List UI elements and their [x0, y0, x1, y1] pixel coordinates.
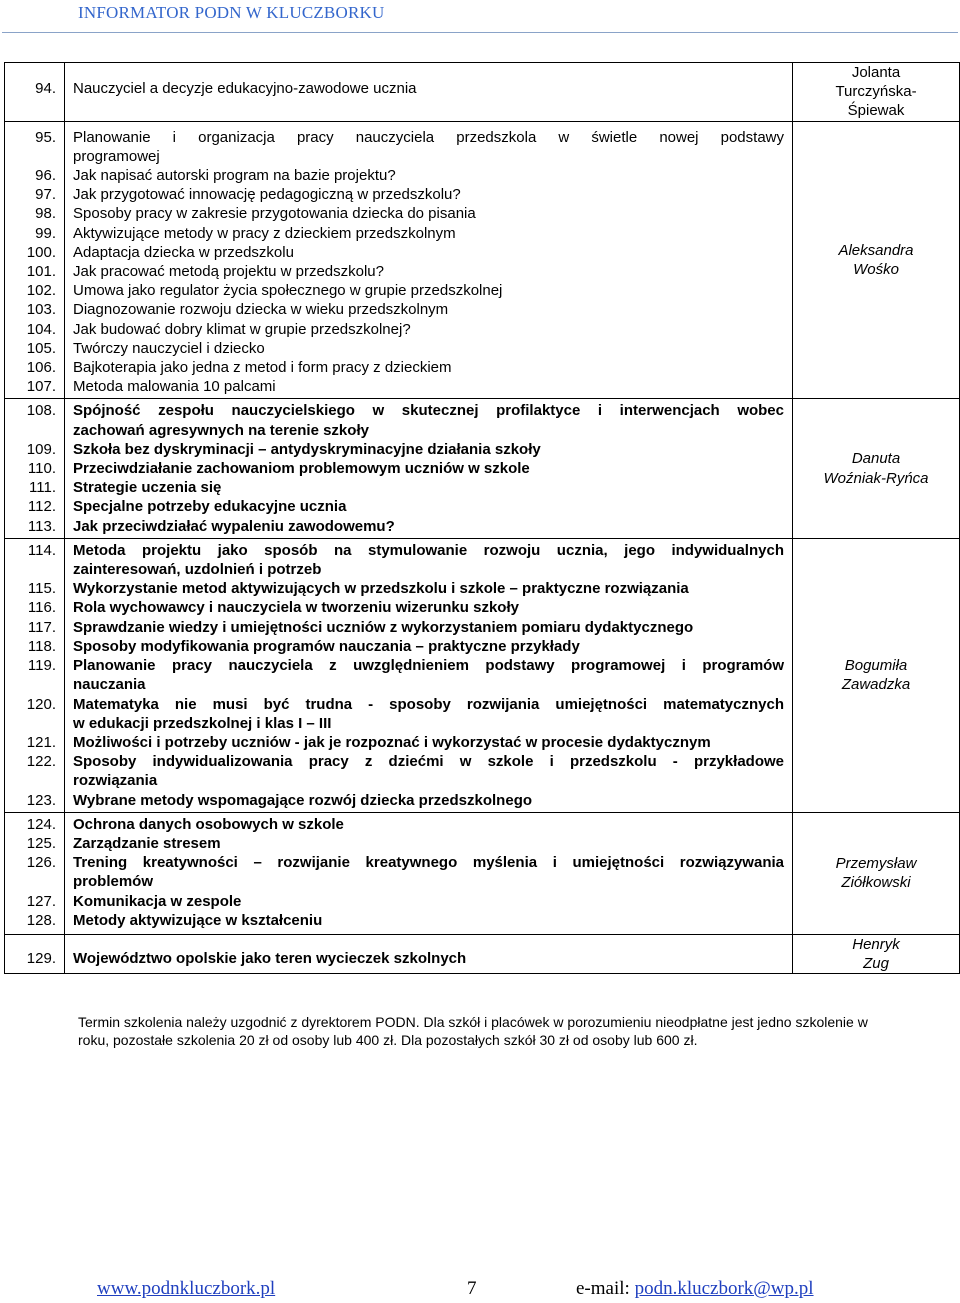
course-title-line: Rola wychowawcy i nauczyciela w tworzeniu wizerunku szkoły	[73, 599, 519, 617]
course-number: 129.	[26, 949, 56, 967]
course-title-line: Twórczy nauczyciel i dziecko	[73, 339, 265, 357]
course-group	[5, 538, 960, 812]
lecturer-name: Ziółkowski	[841, 874, 911, 892]
course-title-line: Sposoby pracy w zakresie przygotowania dziecka do pisania	[73, 205, 476, 223]
course-title-line: Województwo opolskie jako teren wycieczek szkolnych	[73, 949, 467, 967]
course-number: 100.	[26, 243, 56, 261]
course-number: 118.	[27, 637, 56, 655]
course-title-line: Adaptacja dziecka w przedszkolu	[73, 243, 294, 261]
lecturer-cell	[793, 538, 960, 812]
course-number-spacer	[5, 147, 56, 166]
course-title-line: Ochrona danych osobowych w szkole	[73, 815, 344, 833]
course-topics	[65, 934, 793, 973]
course-group	[5, 63, 960, 122]
course-title-line: zachowań agresywnych na terenie szkoły	[73, 421, 369, 439]
course-group	[5, 121, 960, 399]
course-title-line: Matematyka nie musi być trudna - sposoby rozwijania umiejętności matematycznych	[73, 695, 784, 713]
course-title-line: Sposoby modyfikowania programów nauczania – praktyczne przykłady	[73, 637, 580, 655]
course-numbers	[5, 399, 65, 538]
page-number: 7	[467, 1278, 477, 1299]
lecturer-name: Jolanta	[851, 64, 901, 81]
course-numbers	[5, 121, 65, 399]
course-number: 110.	[27, 460, 56, 478]
course-number-spacer	[5, 771, 56, 790]
course-title-line: w edukacji przedszkolnej i klas I – III	[73, 714, 332, 732]
course-title-line: Jak napisać autorski program na bazie projektu?	[73, 167, 396, 185]
course-title-line: Szkoła bez dyskryminacji – antydyskryminacyjne działania szkoły	[73, 440, 541, 458]
lecturer-name: Bogumiła	[844, 657, 908, 675]
course-title-line: Zarządzanie stresem	[73, 834, 221, 852]
lecturer-name: Śpiewak	[847, 102, 905, 120]
course-number: 124.	[26, 815, 56, 833]
course-number: 112.	[27, 498, 56, 516]
course-title-line: Umowa jako regulator życia społecznego w grupie przedszkolnej	[73, 282, 503, 300]
course-group	[5, 399, 960, 538]
course-title-line: Metoda projektu jako sposób na stymulowanie rozwoju ucznia, jego indywidualnych	[73, 541, 784, 559]
lecturer-name: Danuta	[851, 450, 901, 468]
course-number-spacer	[5, 421, 56, 440]
course-number: 116.	[27, 599, 56, 617]
course-number: 121.	[26, 733, 56, 751]
course-number: 108.	[26, 402, 56, 420]
course-number: 101.	[26, 263, 56, 281]
lecturer-cell	[793, 121, 960, 399]
email-link[interactable]: podn.kluczbork@wp.pl	[634, 1278, 814, 1299]
lecturer-name: Henryk	[852, 935, 900, 953]
course-number: 125.	[26, 834, 56, 852]
lecturer-name: Aleksandra	[838, 241, 914, 259]
lecturer-name: Przemysław	[835, 855, 917, 873]
header-divider	[2, 32, 958, 33]
course-number: 117.	[27, 618, 56, 636]
course-number: 99.	[35, 224, 56, 242]
course-group	[5, 812, 960, 934]
course-title-line: Trening kreatywności – rozwijanie kreatywnego myślenia i umiejętności rozwiązywania	[73, 854, 784, 872]
course-title-line: Przeciwdziałanie zachowaniom problemowym uczniów w szkole	[73, 460, 530, 478]
course-numbers	[5, 538, 65, 812]
course-numbers	[5, 63, 65, 122]
course-title-line: Sposoby indywidualizowania pracy z dziećmi w szkole i przedszkolu - przykładowe	[73, 753, 784, 771]
course-topics	[65, 812, 793, 934]
course-number: 122.	[26, 753, 56, 771]
lecturer-name: Turczyńska-	[835, 83, 917, 101]
course-number: 126.	[26, 854, 56, 872]
course-title-line: Jak przygotować innowację pedagogiczną w przedszkolu?	[73, 186, 461, 204]
email-block	[576, 1278, 814, 1300]
course-title-line: Jak przeciwdziałać wypaleniu zawodowemu?	[73, 517, 395, 535]
lecturer-cell	[793, 812, 960, 934]
course-title-line: Metody aktywizujące w kształceniu	[73, 911, 323, 929]
lecturer-name: Zawadzka	[841, 676, 911, 694]
course-title-line: Bajkoterapia jako jedna z metod i form pracy z dzieckiem	[73, 359, 452, 377]
course-number-spacer	[5, 560, 56, 579]
course-title-line: Planowanie i organizacja pracy nauczyciela przedszkola w świetle nowej podstawy	[73, 128, 784, 146]
course-number: 109.	[26, 440, 56, 458]
course-number: 127.	[26, 892, 56, 910]
lecturer-name: Woźniak-Ryńca	[823, 469, 929, 487]
course-topics	[65, 63, 793, 122]
course-title-line: Spójność zespołu nauczycielskiego w skutecznej profilaktyce i interwencjach wobec	[73, 402, 784, 420]
course-title-line: Strategie uczenia się	[73, 479, 222, 497]
course-number: 98.	[35, 205, 56, 223]
course-group	[5, 934, 960, 973]
course-topics	[65, 121, 793, 399]
course-title-line: Jak budować dobry klimat w grupie przedszkolnej?	[73, 320, 411, 338]
course-number-spacer	[5, 714, 56, 733]
course-title-line: Planowanie pracy nauczyciela z uwzględnieniem podstawy programowej i programów	[73, 657, 784, 675]
course-title-line: Wybrane metody wspomagające rozwój dziecka przedszkolnego	[73, 791, 533, 809]
course-title-line: Metoda malowania 10 palcami	[73, 378, 276, 396]
course-number: 102.	[26, 282, 56, 300]
course-title-line: rozwiązania	[73, 772, 158, 790]
lecturer-cell	[793, 63, 960, 122]
website-link[interactable]: www.podnkluczbork.pl	[97, 1278, 276, 1299]
course-number: 119.	[27, 657, 56, 675]
header-title: INFORMATOR PODN W KLUCZBORKU	[78, 3, 385, 22]
course-title-line: Sprawdzanie wiedzy i umiejętności uczniów z wykorzystaniem pomiaru dydaktycznego	[73, 618, 694, 636]
course-number: 113.	[27, 517, 56, 535]
course-number: 95.	[35, 128, 56, 146]
course-number: 111.	[29, 479, 56, 497]
course-title-line: programowej	[73, 147, 160, 165]
course-number-spacer	[5, 675, 56, 694]
course-number: 103.	[26, 301, 56, 319]
lecturer-cell	[793, 399, 960, 538]
course-number: 97.	[35, 186, 56, 204]
course-number-spacer	[5, 872, 56, 891]
course-numbers	[5, 812, 65, 934]
course-number: 106.	[26, 359, 56, 377]
course-title-line: Aktywizujące metody w pracy z dzieckiem przedszkolnym	[73, 224, 456, 242]
lecturer-name: Zug	[863, 955, 889, 973]
course-topics	[65, 538, 793, 812]
course-number: 115.	[27, 580, 56, 598]
course-title-line: Wykorzystanie metod aktywizujących w przedszkolu i szkole – praktyczne rozwiązania	[73, 580, 689, 598]
course-title-line: problemów	[73, 873, 154, 891]
course-title-line: nauczania	[73, 676, 146, 694]
course-number: 105.	[26, 339, 56, 357]
course-number: 114.	[27, 541, 56, 559]
course-number: 120.	[26, 695, 56, 713]
course-title-line: Diagnozowanie rozwoju dziecka w wieku przedszkolnym	[73, 301, 449, 319]
course-number: 123.	[26, 791, 56, 809]
course-title-line: zainteresowań, uzdolnień i potrzeb	[73, 561, 322, 579]
course-number: 96.	[35, 167, 56, 185]
email-label: e-mail:	[576, 1278, 630, 1299]
courses-table	[4, 62, 960, 974]
course-title-line: Komunikacja w zespole	[73, 892, 242, 910]
course-numbers	[5, 934, 65, 973]
course-number: 107.	[26, 378, 56, 396]
lecturer-cell	[793, 934, 960, 973]
course-title-line: Jak pracować metodą projektu w przedszkolu?	[73, 263, 384, 281]
fee-note: Termin szkolenia należy uzgodnić z dyrektorem PODN. Dla szkół i placówek w porozumieniu nieodpłatne jest jedno szkolenie w roku, pozostałe szkolenia 20 zł od osoby lub 400 zł. Dla pozostałych szkół 30 zł od osoby lub 600 zł.	[78, 1014, 868, 1048]
course-number: 128.	[26, 911, 56, 929]
course-title-line: Możliwości i potrzeby uczniów - jak je rozpoznać i wykorzystać w procesie dydaktycznym	[73, 733, 711, 751]
course-number: 104.	[26, 320, 56, 338]
course-number: 94.	[35, 80, 56, 97]
course-title-line: Nauczyciel a decyzje edukacyjno-zawodowe ucznia	[73, 80, 417, 97]
course-topics	[65, 399, 793, 538]
lecturer-name: Wośko	[853, 261, 899, 279]
course-title-line: Specjalne potrzeby edukacyjne ucznia	[73, 498, 347, 516]
